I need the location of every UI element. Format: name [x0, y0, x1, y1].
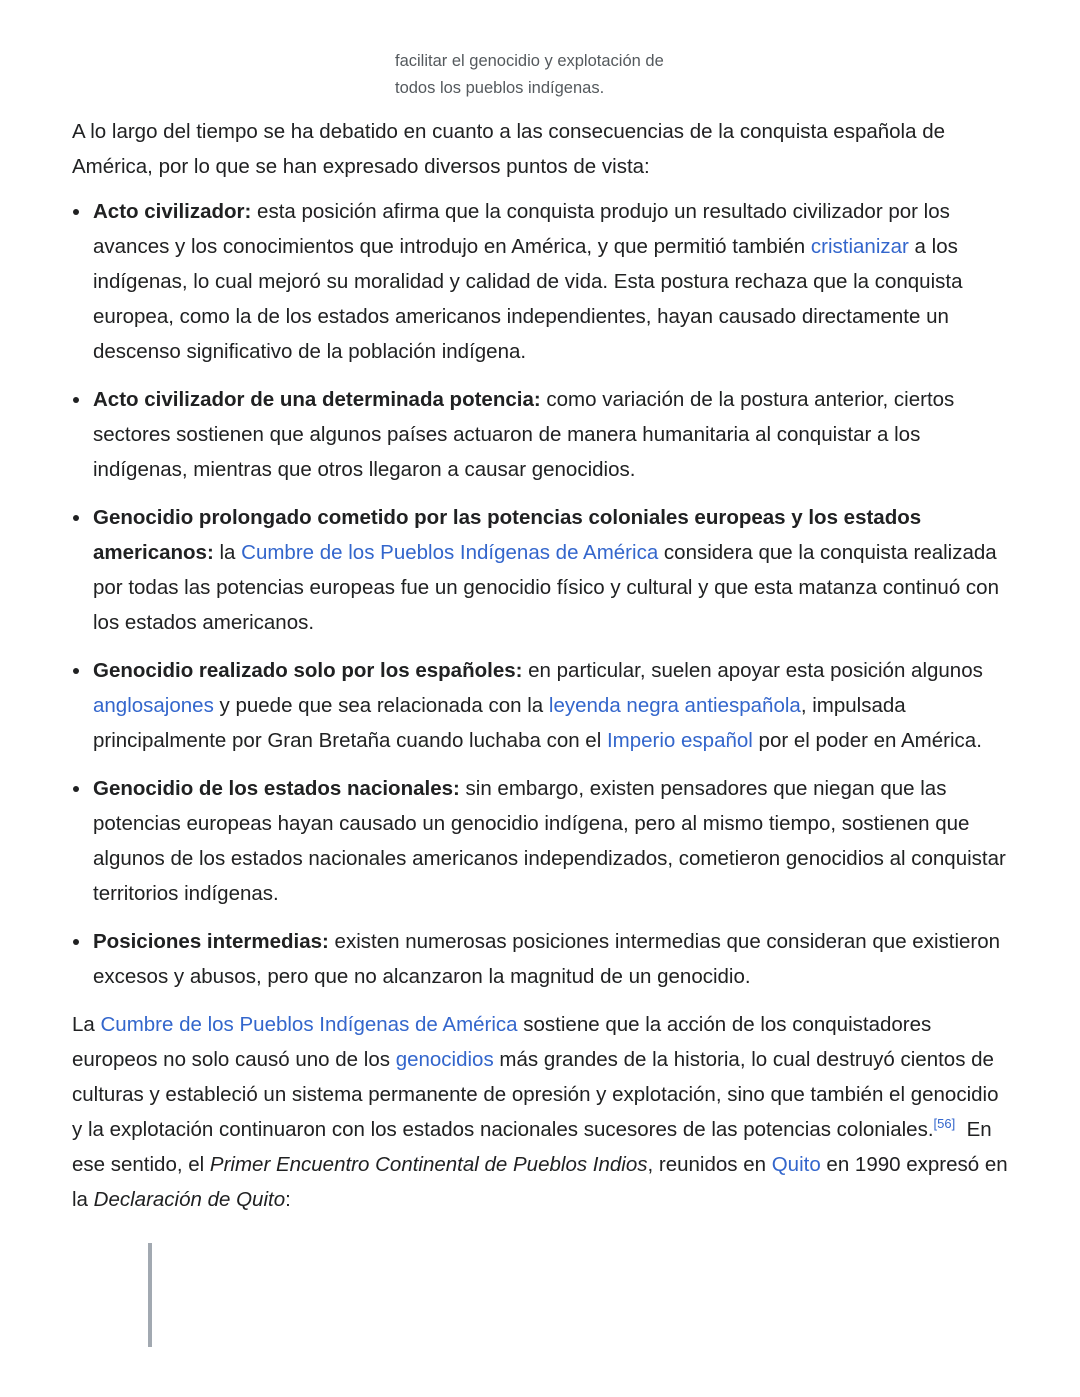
- italic-title: Primer Encuentro Continental de Pueblos Indios: [209, 1153, 648, 1176]
- item-text: a los indígenas, lo cual mejoró su moralidad y calidad de vida. Esta postura rechaza que la conquista europea, como la de los estados americanos independientes, hayan causado directamente un descenso significativo de la población indígena.: [93, 235, 963, 363]
- list-item: [93, 194, 1012, 369]
- paragraph-text: :: [285, 1188, 291, 1211]
- item-text: , impulsada principalmente por Gran Bretaña cuando luchaba con el: [93, 694, 906, 752]
- item-text: y puede que sea relacionada con la: [213, 694, 549, 717]
- list-item: [93, 500, 1012, 640]
- paragraph-text: La: [72, 1013, 101, 1036]
- list-item: [93, 924, 1012, 994]
- item-title: Acto civilizador:: [93, 200, 252, 223]
- link-genocidios[interactable]: genocidios: [395, 1048, 494, 1071]
- paragraph-text: sostiene que la acción de los conquistadores europeos no solo causó uno de los: [72, 1013, 932, 1071]
- article-body: [72, 114, 1012, 1217]
- viewpoints-list: [72, 194, 1012, 994]
- link-anglosajones[interactable]: anglosajones: [93, 694, 214, 717]
- paragraph-text: en 1990 expresó en la: [72, 1153, 1008, 1211]
- blockquote-bar: [148, 1243, 152, 1347]
- paragraph-text: En ese sentido, el: [72, 1118, 998, 1176]
- item-title: Genocidio prolongado cometido por las potencias coloniales europeas y los estados americanos:: [93, 506, 922, 564]
- caption-line: facilitar el genocidio y explotación de: [395, 52, 664, 70]
- caption-line: todos los pueblos indígenas.: [395, 79, 605, 97]
- intro-paragraph: A lo largo del tiempo se ha debatido en cuanto a las consecuencias de la conquista española de América, por lo que se han expresado diversos puntos de vista:: [72, 120, 946, 178]
- item-text: en particular, suelen apoyar esta posición algunos: [522, 659, 983, 682]
- link-cumbre-pueblos-indigenas[interactable]: Cumbre de los Pueblos Indígenas de América: [241, 541, 659, 564]
- item-text: la: [213, 541, 242, 564]
- link-leyenda-negra[interactable]: leyenda negra antiespañola: [548, 694, 801, 717]
- item-title: Genocidio realizado solo por los españoles:: [93, 659, 523, 682]
- paragraph-text: , reunidos en: [647, 1153, 772, 1176]
- item-title: Posiciones intermedias:: [93, 930, 329, 953]
- item-text: esta posición afirma que la conquista produjo un resultado civilizador por los avances y los conocimientos que introdujo en América, y que permitió también: [93, 200, 950, 258]
- link-imperio-espanol[interactable]: Imperio español: [606, 729, 753, 752]
- item-text: como variación de la postura anterior, ciertos sectores sostienen que algunos países actuaron de manera humanitaria al conquistar a los indígenas, mientras que otros llegaron a causar genocidios.: [93, 388, 955, 481]
- link-quito[interactable]: Quito: [771, 1153, 821, 1176]
- link-cumbre-pueblos-indigenas[interactable]: Cumbre de los Pueblos Indígenas de América: [100, 1013, 518, 1036]
- reference-56[interactable]: [56]: [933, 1116, 956, 1132]
- link-cristianizar[interactable]: cristianizar: [810, 235, 909, 258]
- item-text: sin embargo, existen pensadores que niegan que las potencias europeas hayan causado un genocidio indígena, pero al mismo tiempo, sostienen que algunos de los estados nacionales americanos independizados, cometieron genocidios al conquistar territorios indígenas.: [93, 777, 1006, 905]
- item-text: considera que la conquista realizada por todas las potencias europeas fue un genocidio físico y cultural y que esta matanza continuó con los estados americanos.: [93, 541, 999, 634]
- paragraph-text: más grandes de la historia, lo cual destruyó cientos de culturas y estableció un sistema permanente de opresión y explotación, sino que también el genocidio y la explotación continuaron con los estados nacionales sucesores de las potencias coloniales.: [72, 1048, 999, 1141]
- list-item: [93, 771, 1012, 911]
- item-title: Acto civilizador de una determinada potencia:: [93, 388, 541, 411]
- image-caption: [395, 48, 815, 102]
- item-text: existen numerosas posiciones intermedias que consideran que existieron excesos y abusos, pero que no alcanzaron la magnitud de un genocidio.: [93, 930, 1001, 988]
- italic-title: Declaración de Quito: [93, 1188, 286, 1211]
- final-paragraph: [72, 1007, 1012, 1217]
- list-item: [93, 382, 1012, 487]
- item-text: por el poder en América.: [752, 729, 982, 752]
- item-title: Genocidio de los estados nacionales:: [93, 777, 460, 800]
- list-item: [93, 653, 1012, 758]
